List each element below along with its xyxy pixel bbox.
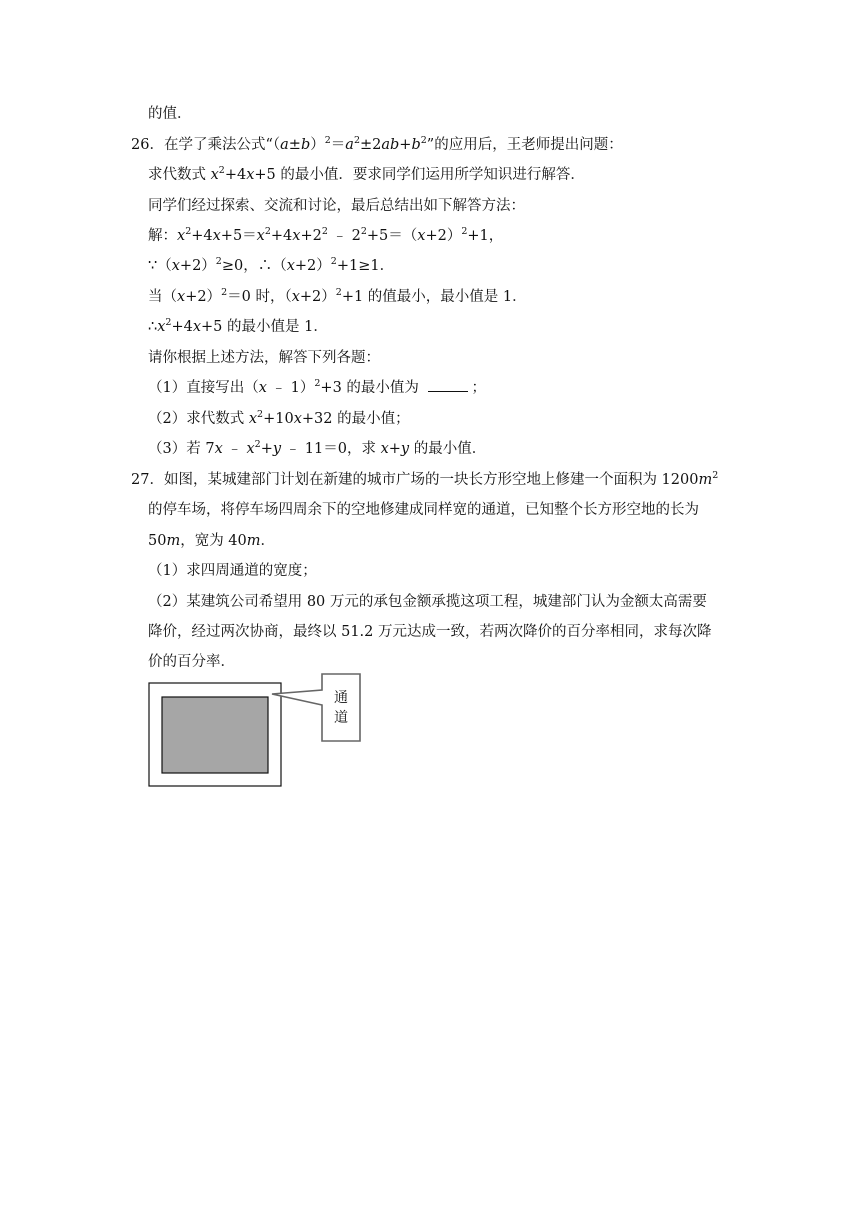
q27-part-2-line-3: 价的百分率． — [148, 654, 235, 670]
q27-line-3: 50m，宽为 40m． — [148, 533, 276, 549]
answer-blank[interactable] — [428, 379, 468, 392]
q26-solution-conclusion: $\therefore x^2+4x+5$ 的最小值是 1． — [148, 317, 328, 335]
q26-prompt: 请你根据上述方法，解答下列各题： — [148, 350, 380, 366]
q27-number: 27． — [131, 472, 164, 488]
parking-lot-figure — [148, 670, 368, 790]
q26-part-1: （1）直接写出（x ﹣ 1）$^2$+3 的最小值为 ； — [148, 378, 487, 396]
q26-part-3: （3）若 7x ﹣ $x^2+y$ ﹣ 11＝0，求 x+y 的最小值． — [148, 439, 487, 457]
q26-line-intro: 26．在学了乘法公式“$(a\pm b)^2=a^2\pm 2ab+b^2$”的应用后，王老师提出问题： — [131, 135, 623, 153]
callout-label-char-2: 道 — [334, 710, 348, 726]
q27-part-1: （1）求四周通道的宽度； — [148, 563, 317, 579]
callout-box — [272, 674, 360, 741]
q27-part-2-line-1: （2）某建筑公司希望用 80 万元的承包金额承揽这项工程，城建部门认为金额太高需要 — [148, 594, 707, 610]
q26-number: 26． — [131, 137, 164, 153]
previous-question-fragment: 的值． — [148, 106, 192, 122]
q27-line-2: 的停车场，将停车场四周余下的空地修建成同样宽的通道，已知整个长方形空地的长为 — [148, 502, 699, 518]
q27-part-2-line-2: 降价，经过两次协商，最终以 51.2 万元达成一致，若两次降价的百分率相同，求每次降 — [148, 624, 712, 640]
q26-solution-step-1: 解：$x^2+4x+5=x^2+4x+2^2$ ﹣ $2^2+5=(x+2)^2+1$， — [148, 226, 504, 244]
q26-solution-step-2: $\because(x+2)^2\ge 0$，$\therefore(x+2)^2+1\ge 1$． — [148, 256, 395, 274]
parking-lot-rectangle — [162, 697, 268, 773]
q27-line-1: 27．如图，某城建部门计划在新建的城市广场的一块长方形空地上修建一个面积为 $1200m^2$ — [131, 470, 719, 488]
q26-part-2: （2）求代数式 $x^2+10x+32$ 的最小值； — [148, 409, 410, 427]
q26-solution-step-3: 当$(x+2)^2=0$ 时，$(x+2)^2+1$ 的值最小，最小值是 1． — [148, 287, 527, 305]
q26-task: 求代数式 $x^2+4x+5$ 的最小值．要求同学们运用所学知识进行解答． — [148, 165, 585, 183]
callout-label-char-1: 通 — [334, 690, 348, 706]
q26-discussion: 同学们经过探索、交流和讨论，最后总结出如下解答方法： — [148, 198, 525, 214]
